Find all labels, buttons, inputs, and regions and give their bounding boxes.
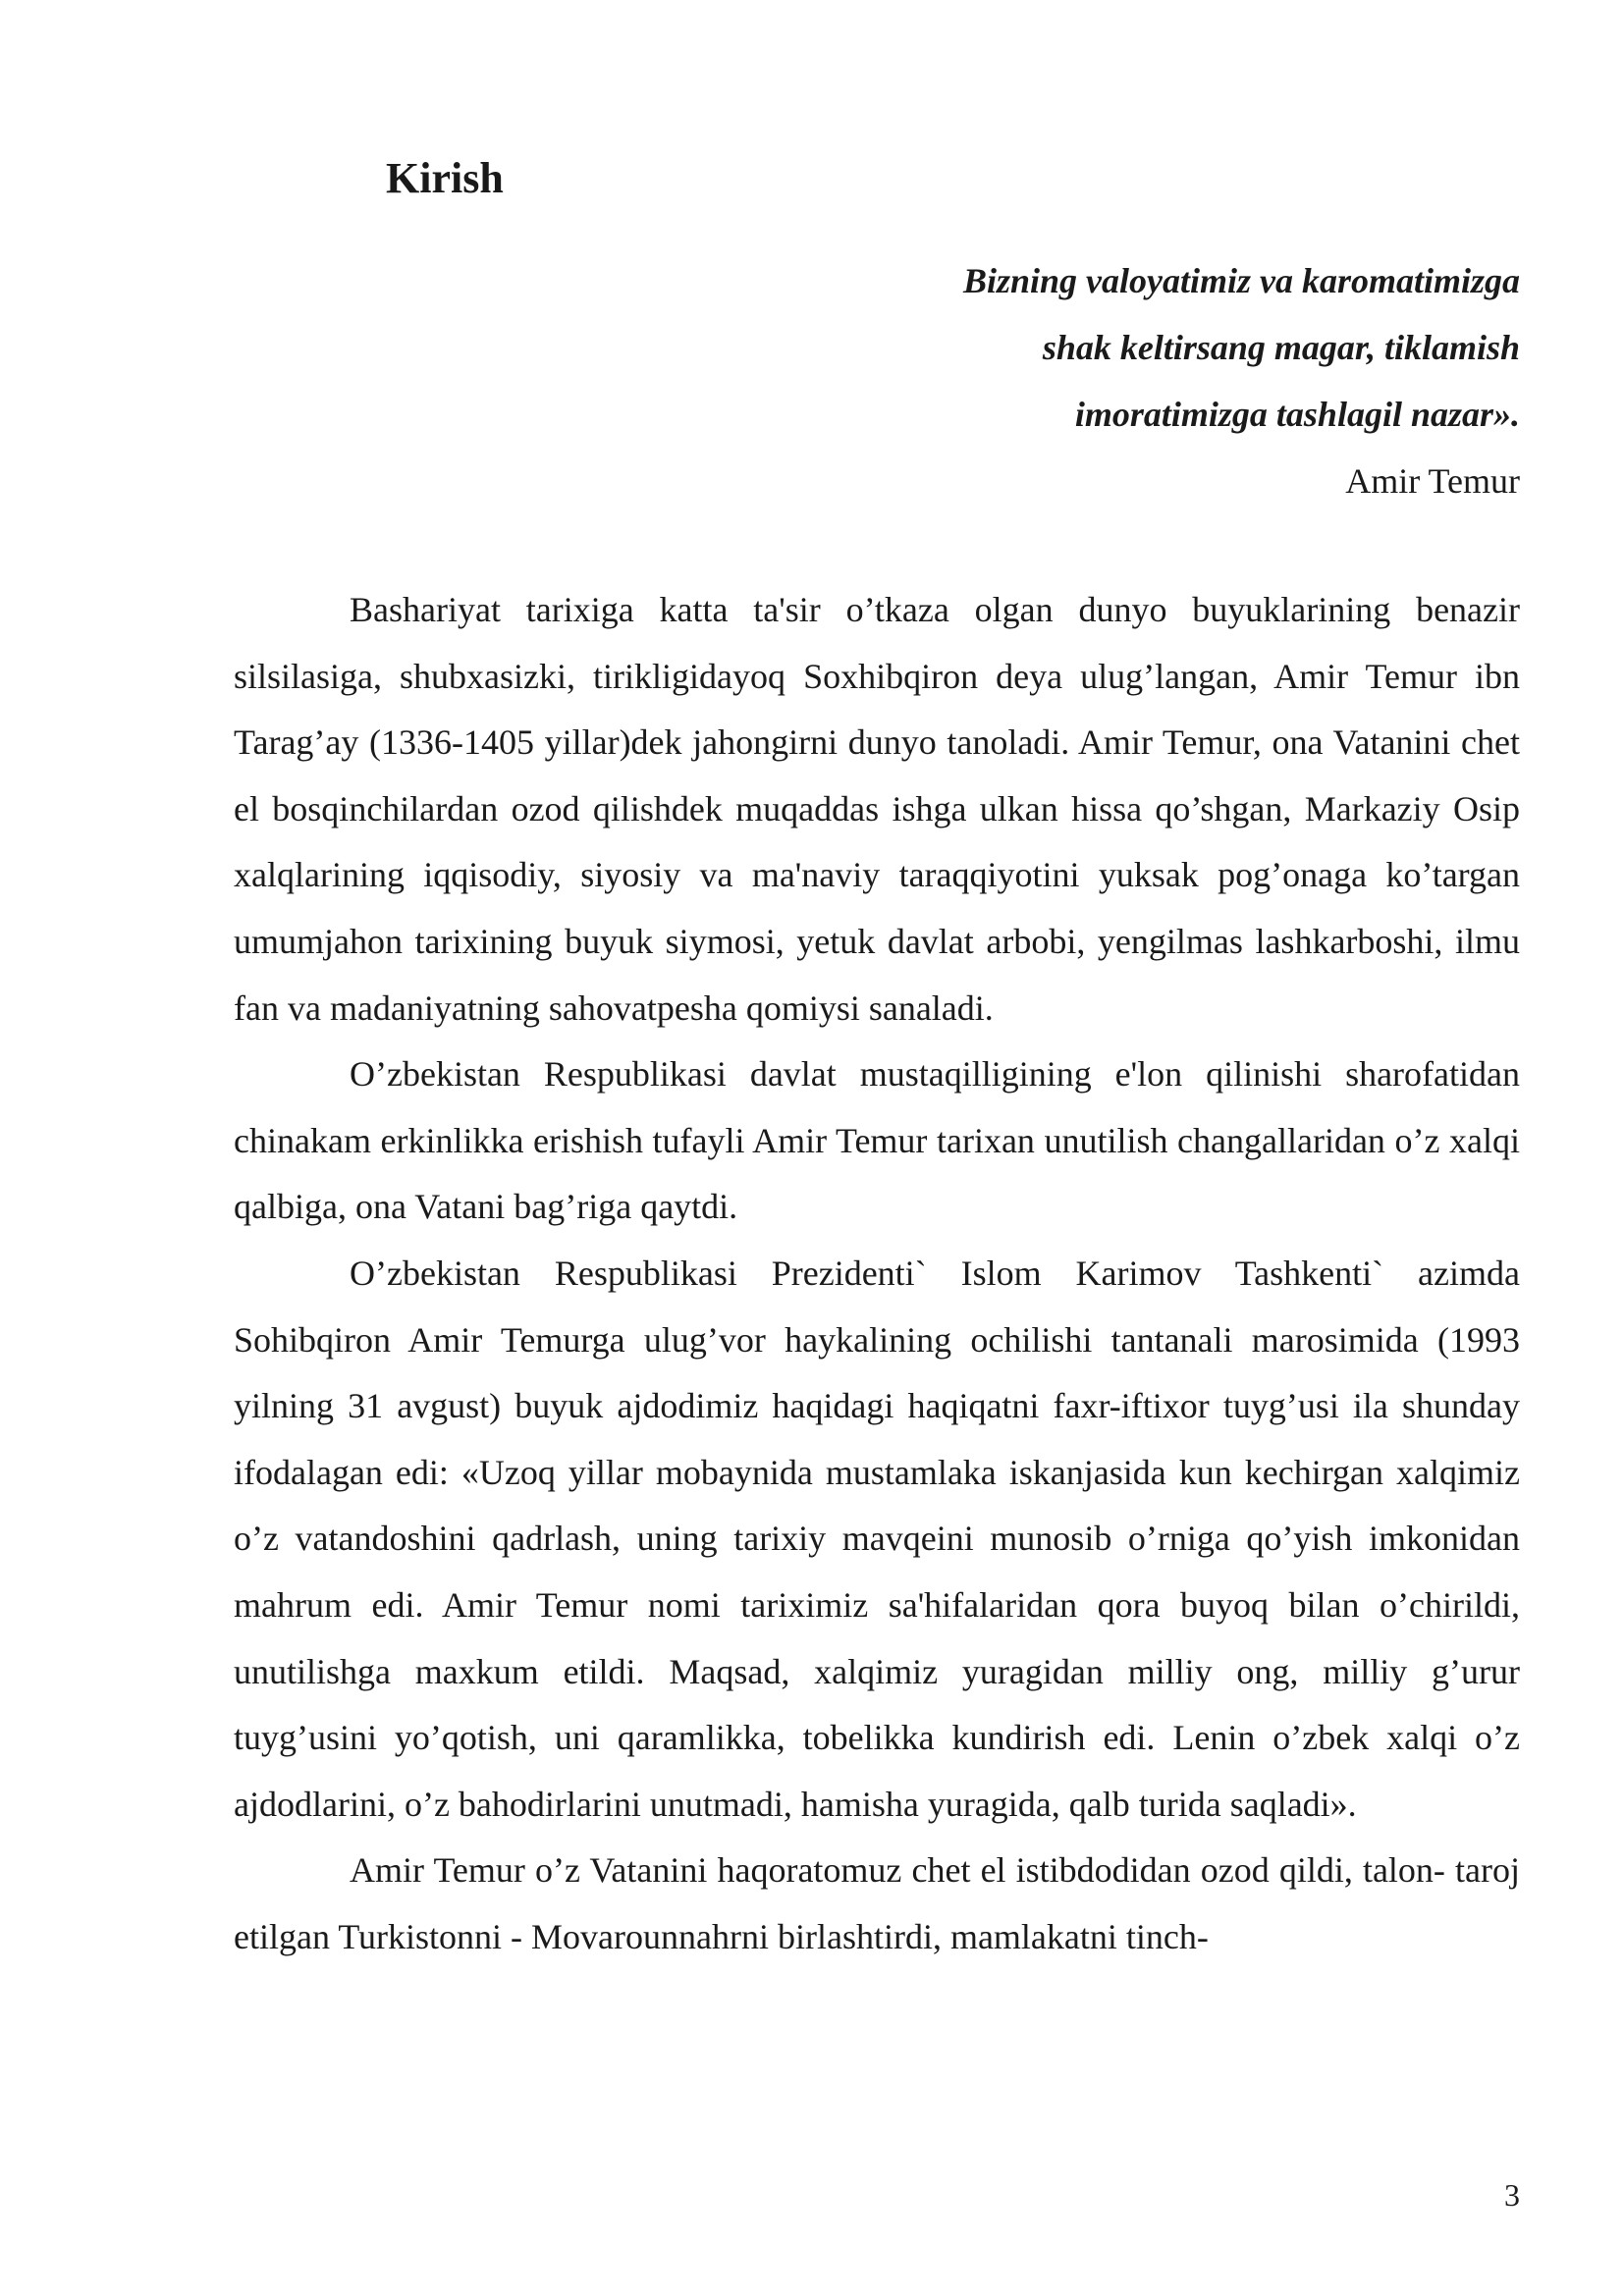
paragraph: O’zbekistan Respublikasi davlat mustaqilligining e'lon qilinishi sharofatidan chinakam erkinlikka erishish tufayli Amir Temur tarixan unutilish changallaridan o’z xalqi qalbiga, ona Vatani bag’riga qaytdi. bbox=[234, 1054, 1520, 1227]
epigraph-line: Bizning valoyatimiz va karomatimizga bbox=[962, 261, 1520, 300]
section-heading: Kirish bbox=[386, 154, 504, 202]
epigraph-line: imoratimizga tashlagil nazar». bbox=[1074, 395, 1520, 434]
epigraph bbox=[687, 247, 1520, 514]
page-number: 3 bbox=[1504, 2177, 1520, 2213]
epigraph-author: Amir Temur bbox=[1345, 461, 1520, 501]
paragraph: Bashariyat tarixiga katta ta'sir o’tkaza olgan dunyo buyuklarining benazir silsilasiga, shubxasizki, tirikligidayoq Soxhibqiron deya ulug’langan, Amir Temur ibn Tarag’ay (1336-1405 yillar)dek jahongirni dunyo tanoladi. Amir Temur, ona Vatanini chet el bosqinchilardan ozod qilishdek muqaddas ishga ulkan hissa qo’shgan, Markaziy Osip xalqlarining iqqisodiy, siyosiy va ma'naviy taraqqiyotini yuksak pog’onaga ko’targan umumjahon tarixining buyuk siymosi, yetuk davlat arbobi, yengilmas lashkarboshi, ilmu fan va madaniyatning sahovatpesha qomiysi sanaladi. bbox=[234, 590, 1520, 1028]
epigraph-line: shak keltirsang magar, tiklamish bbox=[1042, 328, 1520, 367]
paragraph: O’zbekistan Respublikasi Prezidenti` Islom Karimov Tashkenti` azimda Sohibqiron Amir Temurga ulug’vor haykalining ochilishi tantanali marosimida (1993 yilning 31 avgust) buyuk ajdodimiz haqidagi haqiqatni faxr-iftixor tuyg’usi ila shunday ifodalagan edi: «Uzoq yillar mobaynida mustamlaka iskanjasida kun kechirgan xalqimiz o’z vatandoshini qadrlash, uning tarixiy mavqeini munosib o’rniga qo’yish imkonidan mahrum edi. Amir Temur nomi tariximiz sa'hifalaridan qora buyoq bilan o’chirildi, unutilishga maxkum etildi. Maqsad, xalqimiz yuragidan milliy ong, milliy g’urur tuyg’usini yo’qotish, uni qaramlikka, tobelikka kundirish edi. Lenin o’zbek xalqi o’z ajdodlarini, o’z bahodirlarini unutmadi, hamisha yuragida, qalb turida saqladi». bbox=[234, 1253, 1520, 1824]
body-text bbox=[234, 577, 1520, 1970]
paragraph: Amir Temur o’z Vatanini haqoratomuz chet el istibdodidan ozod qildi, talon- taroj etilgan Turkistonni - Movarounnahrni birlashtirdi, mamlakatni tinch- bbox=[234, 1850, 1520, 1956]
